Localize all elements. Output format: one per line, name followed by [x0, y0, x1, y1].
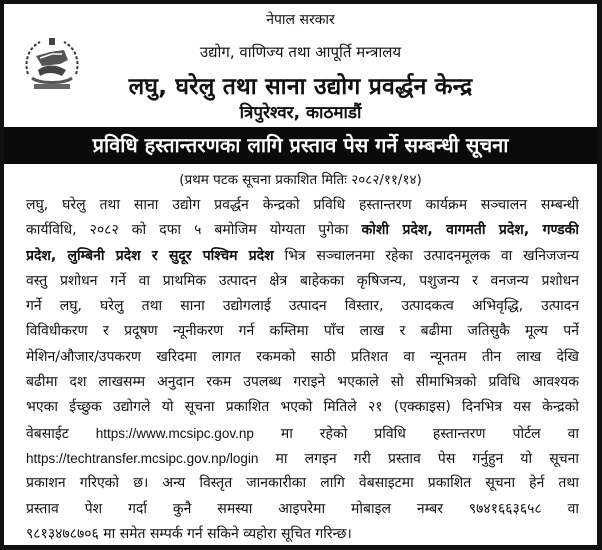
notice-body-line	[26, 319, 579, 344]
notice-body-line	[26, 370, 579, 395]
notice-body-line	[26, 471, 579, 496]
ministry-name: उद्योग, वाणिज्य तथा आपूर्ति मन्त्रालय	[199, 43, 402, 61]
highlighted-provinces: कोशी प्रदेश, वागमती प्रदेश, गण्डकी	[361, 222, 579, 239]
notice-body-line	[26, 345, 579, 370]
website-link[interactable]: https://techtransfer.mcsipc.gov.np/login	[26, 450, 259, 466]
notice-body-line	[26, 269, 579, 294]
notice-text: कार्यविधि, २०८२ को दफा ५ बमोजिम योग्यता पुगेका	[26, 222, 362, 239]
notice-text: प्रस्ताव पेश गर्दा कुनै समस्या आइपरेमा मोबाइल नम्बर ९७४१६६३६५८ वा	[26, 500, 579, 517]
notice-text: मा लगइन गरी प्रस्ताव पेस गर्नुहुन यो सूचना	[258, 450, 579, 467]
notice-text: प्रकाशन गरिएको छ। अन्य विस्तृत जानकारीका लागि वेबसाइटमा प्रकाशित सूचना हेर्न तथा	[26, 475, 579, 492]
notice-text: लघु, घरेलु तथा साना उद्योग प्रवर्द्धन केन्द्रको प्रविधि हस्तान्तरण कार्यक्रम सञ्चालन सम्बन्धी	[26, 197, 579, 213]
notice-text: ९८१३४७८७०६ मा समेत सम्पर्क गर्न सकिने व्यहोरा सूचित गरिन्छ।	[26, 525, 352, 542]
notice-body-line	[26, 446, 579, 471]
notice-text: भएका ईच्छुक उद्योगले यो सूचना प्रकाशित भएको मितिले २१ (एक्काइस) दिनभित्र यस केन्द्रको	[26, 399, 579, 416]
notice-text: वेबसाईट	[26, 425, 96, 442]
notice-body-line	[26, 421, 579, 446]
letterhead	[4, 4, 597, 127]
notice-body-line	[26, 218, 579, 243]
notice-text: भित्र सञ्चालनमा रहेका उत्पादनमूलक वा खनिजजन्य	[273, 247, 579, 264]
notice-text: विविधीकरण र प्रदूषण न्यूनीकरण गर्न कम्तिमा पाँच लाख र बढीमा जतिसुकै मूल्य पर्ने	[26, 323, 579, 340]
notice-body-line	[26, 244, 579, 269]
notice-body	[26, 193, 579, 547]
notice-body-line	[26, 395, 579, 420]
notice-body-line	[26, 193, 579, 218]
office-address: त्रिपुरेश्वर, काठमाडौं	[239, 103, 362, 123]
notice-body-line	[26, 522, 579, 547]
notice-title-banner: प्रविधि हस्तान्तरणका लागि प्रस्ताव पेस गर्ने सम्बन्धी सूचना	[4, 127, 597, 164]
government-name: नेपाल सरकार	[266, 12, 335, 28]
office-name: लघु, घरेलु तथा साना उद्योग प्रवर्द्धन केन्द्र	[128, 74, 473, 100]
notice-body-line	[26, 497, 579, 522]
notice-text: गर्ने लघु, घरेलु तथा साना उद्योगलाई उत्पादन विस्तार, उत्पादकत्व अभिवृद्धि, उत्पादन	[26, 298, 579, 315]
publish-date-line: (प्रथम पटक सूचना प्रकाशित मितिः २०८२/११/१४)	[179, 172, 422, 188]
notice-text: वस्तु प्रशोधन गर्ने वा प्राथमिक उत्पादन क्षेत्र बाहेकका कृषिजन्य, पशुजन्य र वनजन्य प्रशोधन	[26, 272, 579, 289]
notice-text: मेशिन/औजार/उपकरण खरिदमा लागत रकमको साठी प्रतिशत वा न्यूनतम तीन लाख देखि	[26, 348, 579, 365]
notice-text: बढीमा दश लाखसम्म अनुदान रकम उपलब्ध गराइने भएकाले सो सीमाभित्रको प्रविधि आवश्यक	[26, 374, 579, 391]
highlighted-provinces: प्रदेश, लुम्बिनी प्रदेश र सुदूर पश्चिम प्रदेश	[26, 247, 274, 264]
notice-text: मा रहेको प्रविधि हस्तान्तरण पोर्टल वा	[253, 425, 579, 442]
website-link[interactable]: https://www.mcsipc.gov.np	[95, 425, 254, 441]
notice-body-line	[26, 294, 579, 319]
